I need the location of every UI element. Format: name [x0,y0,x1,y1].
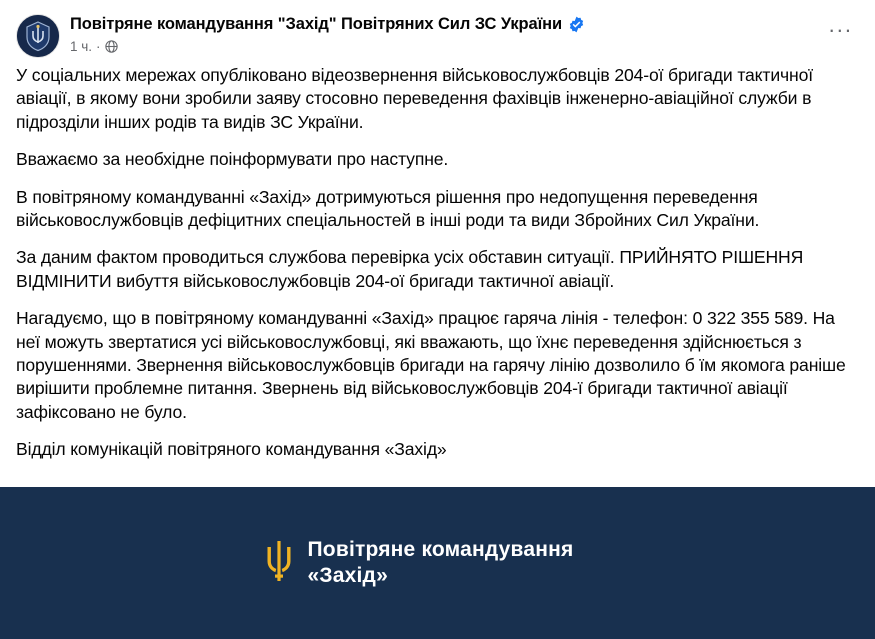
page-name-row [70,15,823,35]
globe-icon[interactable] [105,40,118,53]
trident-icon [266,541,292,586]
post-header-text [70,14,823,54]
post-timestamp[interactable]: 1 ч. [70,38,93,54]
post-paragraph: За даним фактом проводиться службова перевірка усіх обставин ситуації. ПРИЙНЯТО РІШЕННЯ ВІДМІНИТИ вибуття військовослужбовців 204-ої бригади тактичної авіації. [16,247,804,291]
post-attached-image[interactable] [0,487,875,639]
post-header [0,0,875,64]
page-name[interactable]: Повітряне командування "Захід" Повітряних Сил ЗС України [70,15,563,33]
banner-line-1: Повітряне командування [307,537,574,561]
verified-badge-icon [568,16,585,33]
post-paragraph: Нагадуємо, що в повітряному командуванні «Захід» працює гаряча лінія - телефон: 0 322 355 589. На неї можуть звертатися усі військовослужбовці, які вважають, що їхнє переведення здійснюється з порушеннями. Звернення військовослужбовців бригади на гарячу лінію дозволило б їм якомога раніше вирішити проблемне питання. Звернень від військовослужбовців 204-ї бригади тактичної авіації зафіксовано не було. [16,308,846,422]
post-paragraph: Відділ комунікацій повітряного командування «Захід» [16,439,447,460]
meta-separator: · [96,38,101,54]
post-body [0,64,875,461]
post-paragraph: У соціальних мережах опубліковано відеозвернення військовослужбовців 204-ої бригади тактичної авіації, в якому вони зробили заяву стосовно переведення фахівців інженерно-авіаційної служби в підрозділи інших родів та видів ЗС України. [16,65,813,132]
banner-text [308,537,574,590]
banner-line-2: «Захід» [307,564,388,587]
post-paragraph: Вважаємо за необхідне поінформувати про наступне. [16,149,449,170]
banner-content [266,537,574,590]
post-menu-button[interactable]: ... [828,12,853,37]
post-meta [70,39,823,54]
post-paragraph: В повітряному командуванні «Захід» дотримуються рішення про недопущення переведення військовослужбовців дефіцитних спеціальностей в інші роди та види Збройних Сил України. [16,186,760,230]
avatar[interactable] [16,14,60,58]
